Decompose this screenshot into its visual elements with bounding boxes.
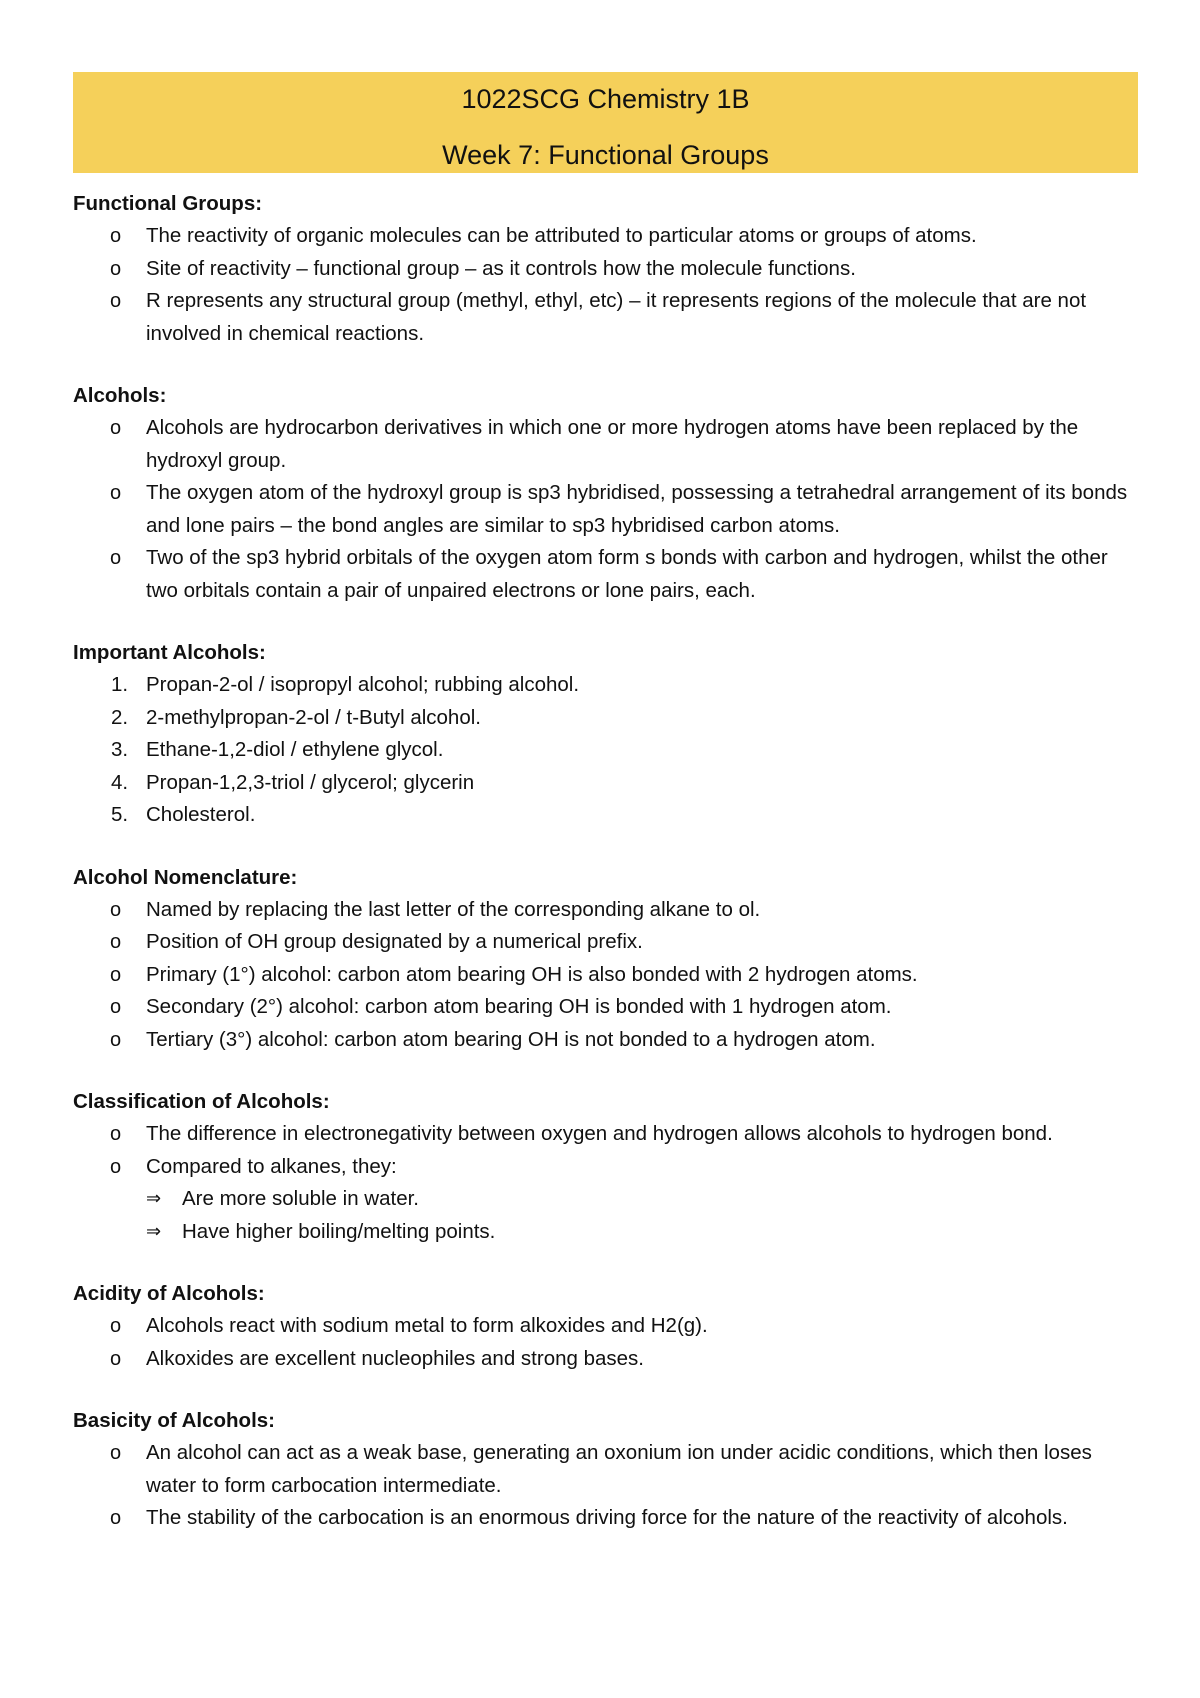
list-item <box>73 253 1138 286</box>
list-item-text: The stability of the carbocation is an enormous driving force for the nature of the reactivity of alcohols. <box>146 1506 1068 1529</box>
section-heading: Important Alcohols: <box>73 641 266 664</box>
double-arrow-right-icon: ⇒ <box>146 1188 162 1209</box>
list-item <box>73 285 1138 350</box>
circle-bullet-icon: o <box>110 1028 122 1051</box>
list-item <box>73 477 1138 542</box>
list-item-text: Primary (1°) alcohol: carbon atom bearing OH is also bonded with 2 hydrogen atoms. <box>146 962 918 986</box>
section-alcohol-nomenclature <box>73 862 1138 1057</box>
list-item-text: Secondary (2°) alcohol: carbon atom bearing OH is bonded with 1 hydrogen atom. <box>146 995 892 1018</box>
section-basicity-of-alcohols <box>73 1405 1138 1535</box>
circle-bullet-icon: o <box>110 547 122 569</box>
circle-bullet-icon: o <box>110 898 122 921</box>
section-heading: Alcohols: <box>73 384 167 407</box>
list-item-text: Ethane-1,2-diol / ethylene glycol. <box>146 738 444 761</box>
list-item <box>73 1502 1138 1535</box>
list-item-text: Named by replacing the last letter of the corresponding alkane to ol. <box>146 897 761 921</box>
section-heading: Basicity of Alcohols: <box>73 1409 275 1432</box>
circle-bullet-icon: o <box>110 225 122 247</box>
numbered-list <box>73 669 1138 832</box>
list-number: 3. <box>111 738 129 761</box>
list-item-text: Propan-1,2,3-triol / glycerol; glycerin <box>146 770 475 794</box>
list-item <box>73 669 1138 702</box>
circle-bullet-icon: o <box>110 417 122 439</box>
bullet-list <box>73 1118 1138 1248</box>
list-number: 2. <box>111 705 129 729</box>
circle-bullet-icon: o <box>110 1155 122 1178</box>
circle-bullet-icon: o <box>110 1123 122 1145</box>
list-item <box>73 1343 1138 1376</box>
list-item-text: Alkoxides are excellent nucleophiles and strong bases. <box>146 1346 644 1370</box>
list-item <box>73 799 1138 832</box>
circle-bullet-icon: o <box>110 257 122 280</box>
circle-bullet-icon: o <box>110 1347 122 1370</box>
list-item-text: An alcohol can act as a weak base, generating an oxonium ion under acidic conditions, which then loses water to form carbocation intermediate. <box>146 1441 1092 1497</box>
circle-bullet-icon: o <box>110 963 122 986</box>
list-item-text: The reactivity of organic molecules can be attributed to particular atoms or groups of atoms. <box>146 224 977 247</box>
list-item-text: Alcohols are hydrocarbon derivatives in which one or more hydrogen atoms have been replaced by the hydroxyl group. <box>146 416 1079 472</box>
list-item <box>73 1151 1138 1184</box>
list-item-text: R represents any structural group (methyl, ethyl, etc) – it represents regions of the molecule that are not involved in chemical reactions. <box>146 289 1087 345</box>
circle-bullet-icon: o <box>110 482 122 504</box>
list-item-text: Position of OH group designated by a numerical prefix. <box>146 930 643 953</box>
document-body <box>73 188 1138 1565</box>
sub-list-item-text: Have higher boiling/melting points. <box>182 1219 496 1243</box>
section-classification-of-alcohols <box>73 1086 1138 1248</box>
section-heading: Alcohol Nomenclature: <box>73 865 298 889</box>
list-item <box>73 734 1138 767</box>
circle-bullet-icon: o <box>110 1442 122 1464</box>
circle-bullet-icon: o <box>110 290 122 312</box>
section-important-alcohols <box>73 637 1138 832</box>
list-item <box>73 1437 1138 1502</box>
double-arrow-right-icon: ⇒ <box>146 1220 162 1242</box>
sub-list-item <box>73 1216 1138 1249</box>
bullet-list <box>73 1310 1138 1375</box>
list-item <box>73 702 1138 735</box>
list-item-text: Cholesterol. <box>146 803 256 826</box>
sub-list-item-text: Are more soluble in water. <box>182 1187 420 1210</box>
list-item <box>73 542 1138 607</box>
section-acidity-of-alcohols <box>73 1278 1138 1375</box>
list-item-text: Compared to alkanes, they: <box>146 1154 397 1178</box>
list-number: 5. <box>111 803 129 826</box>
list-item-text: The difference in electronegativity between oxygen and hydrogen allows alcohols to hydrogen bond. <box>146 1122 1053 1145</box>
list-item-text: Alcohols react with sodium metal to form alkoxides and H2(g). <box>146 1314 708 1337</box>
bullet-list <box>73 1437 1138 1535</box>
list-item <box>73 412 1138 477</box>
circle-bullet-icon: o <box>110 996 122 1018</box>
list-item-text: 2-methylpropan-2-ol / t-Butyl alcohol. <box>146 705 481 729</box>
week-title: Week 7: Functional Groups <box>442 140 769 170</box>
section-heading: Classification of Alcohols: <box>73 1090 330 1113</box>
bullet-list <box>73 220 1138 350</box>
circle-bullet-icon: o <box>110 1507 122 1529</box>
list-item-text: Site of reactivity – functional group – as it controls how the molecule functions. <box>146 256 856 280</box>
list-item-text: The oxygen atom of the hydroxyl group is sp3 hybridised, possessing a tetrahedral arrangement of its bonds and lone pairs – the bond angles are similar to sp3 hybridised carbon atoms. <box>146 481 1128 537</box>
list-item <box>73 959 1138 992</box>
list-item <box>73 894 1138 927</box>
circle-bullet-icon: o <box>110 931 122 953</box>
list-number: 1. <box>111 673 129 696</box>
list-item <box>73 991 1138 1024</box>
list-item <box>73 1024 1138 1057</box>
list-number: 4. <box>111 770 129 794</box>
list-item-text: Two of the sp3 hybrid orbitals of the oxygen atom form s bonds with carbon and hydrogen, whilst the other two orbitals contain a pair of unpaired electrons or lone pairs, each. <box>146 546 1108 602</box>
list-item <box>73 926 1138 959</box>
title-banner <box>73 72 1138 173</box>
section-heading: Functional Groups: <box>73 192 263 215</box>
circle-bullet-icon: o <box>110 1315 122 1337</box>
list-item <box>73 767 1138 800</box>
list-item-text: Propan-2-ol / isopropyl alcohol; rubbing alcohol. <box>146 673 580 696</box>
bullet-list <box>73 894 1138 1057</box>
section-heading: Acidity of Alcohols: <box>73 1282 265 1305</box>
section-alcohols <box>73 380 1138 607</box>
list-item <box>73 1310 1138 1343</box>
course-title: 1022SCG Chemistry 1B <box>461 84 750 114</box>
list-item <box>73 220 1138 253</box>
list-item <box>73 1118 1138 1151</box>
section-functional-groups <box>73 188 1138 350</box>
list-item-text: Tertiary (3°) alcohol: carbon atom bearing OH is not bonded to a hydrogen atom. <box>146 1027 876 1051</box>
sub-list-item <box>73 1183 1138 1216</box>
bullet-list <box>73 412 1138 607</box>
